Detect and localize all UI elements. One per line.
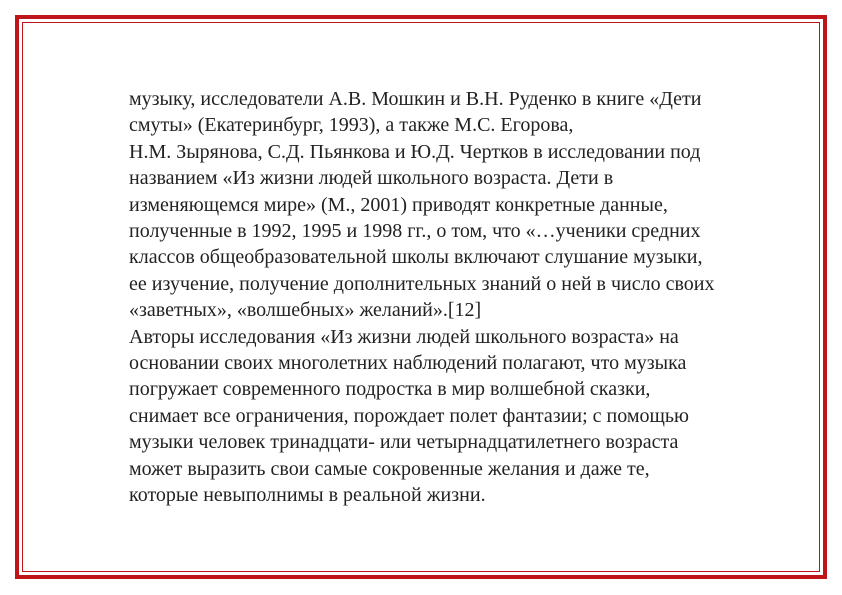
text-line: «заветных», «волшебных» желаний».[12]	[129, 299, 482, 322]
text-line: снимает все ограничения, порождает полет фантазии; с помощью	[129, 404, 689, 427]
text-line: смуты» (Екатеринбург, 1993), а также М.С. Егорова,	[129, 114, 574, 137]
text-line: музыку, исследователи А.В. Мошкин и В.Н. Руденко в книге «Дети	[129, 88, 702, 110]
slide-body-text	[129, 86, 769, 509]
text-line: Н.М. Зырянова, С.Д. Пьянкова и Ю.Д. Чертков в исследовании под	[129, 140, 701, 163]
text-line: классов общеобразовательной школы включают слушание музыки,	[129, 246, 703, 269]
text-line: полученные в 1992, 1995 и 1998 гг., о том, что «…ученики средних	[129, 220, 701, 243]
text-line: погружает современного подростка в мир волшебной сказки,	[129, 378, 651, 401]
text-line: музыки человек тринадцати- или четырнадцатилетнего возраста	[129, 431, 679, 454]
text-line: изменяющемся мире» (М., 2001) приводят конкретные данные,	[129, 193, 668, 216]
text-line: которые невыполнимы в реальной жизни.	[129, 484, 486, 507]
text-line: названием «Из жизни людей школьного возраста. Дети в	[129, 167, 614, 190]
text-line: основании своих многолетних наблюдений полагают, что музыка	[129, 352, 687, 375]
text-line: ее изучение, получение дополнительных знаний о ней в число своих	[129, 272, 715, 295]
text-line: может выразить свои самые сокровенные желания и даже те,	[129, 457, 650, 480]
text-line: Авторы исследования «Из жизни людей школьного возраста» на	[129, 325, 679, 348]
